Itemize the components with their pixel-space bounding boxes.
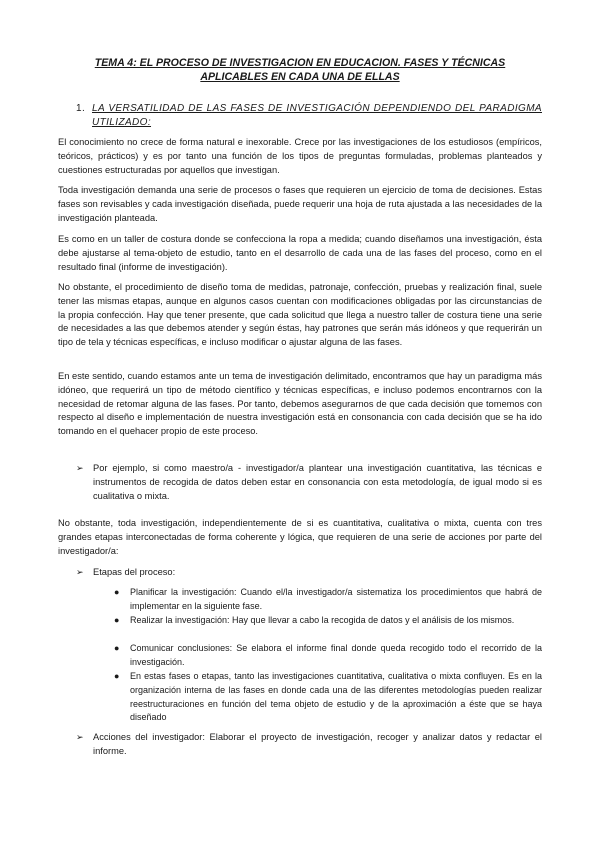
section-number: 1. [76, 103, 86, 114]
arrow-bullet-icon: ➢ [76, 567, 84, 577]
stage-item-comunicar [110, 642, 542, 670]
dot-bullet-icon: ● [114, 643, 120, 653]
stage-item-text: Realizar la investigación: Hay que llevar a cabo la recogida de datos y el análisis de los mismos. [130, 615, 515, 625]
paragraph-knowledge: El conocimiento no crece de forma natural e inexorable. Crece por las investigaciones de los estudiosos (empíricos, teóricos, prácticos) y es por tanto una función de los tipos de preguntas formuladas, problemas planteados y cuestiones estructuradas por aquellos que investigan. [58, 137, 542, 175]
dot-bullet-icon: ● [114, 587, 120, 597]
stages-bullet [76, 566, 542, 580]
stage-item-realizar [110, 614, 542, 628]
stages-label: Etapas del proceso: [93, 567, 176, 577]
paragraph-procedure: No obstante, el procedimiento de diseño toma de medidas, patronaje, confección, pruebas y realización final, suele tener las mismas etapas, aunque en algunos casos cuentan con modificaciones obligadas por las circunstancias de la propia confección. Hay que tener presente, que cada solicitud que llega a nuestro taller de costura tiene una serie de necesidades a las que debemos atender y según éstas, hay patrones que serán más idóneos y que requerirán un tipo de tela y técnicas específicas, e incluso modificar o ajustar alguna de las fases. [58, 282, 542, 348]
actions-bullet [76, 731, 542, 759]
dot-bullet-icon: ● [114, 671, 120, 681]
paragraph-sewing-workshop: Es como en un taller de costura donde se confecciona la ropa a medida; cuando diseñamos una investigación, ésta debe ajustarse al tema-objeto de estudio, tanto en el desarrollo de cada una de las fases del proceso, como en el resultado final (informe de investigación). [58, 234, 542, 272]
dot-bullet-icon: ● [114, 615, 120, 625]
stage-item-text: Planificar la investigación: Cuando el/la investigador/a sistematiza los procedimientos que habrá de implementar en la siguiente fase. [130, 587, 542, 611]
paragraph-in-this-sense: En este sentido, cuando estamos ante un tema de investigación delimitado, encontramos que hay un paradigma más idóneo, que requerirá un tipo de método científico y técnicas específicas, e incluso podemos encontrarnos con la necesidad de retomar alguna de las fases. Por tanto, debemos asegurarnos de que cada decisión que tomemos con respecto al diseño e implementación de nuestra investigación está en consonancia con cada decisión que se ha ido tomando en el quehacer propio de este proceso. [58, 371, 542, 437]
stage-item-text: En estas fases o etapas, tanto las investigaciones cuantitativa, cualitativa o mixta confluyen. Es en la organización interna de las fases en donde cada una de las diferentes metodologías pueden realizar reestructuraciones en función del tema objeto de estudio y de la aproximación a éste que se haya diseñado [130, 671, 542, 723]
stage-item-planificar [110, 586, 542, 614]
document-title: TEMA 4: EL PROCESO DE INVESTIGACION EN EDUCACION. FASES Y TÉCNICAS APLICABLES EN CADA UNA DE ELLAS [94, 57, 506, 83]
stage-item-confluyen [110, 670, 542, 725]
stage-item-text: Comunicar conclusiones: Se elabora el informe final donde queda recogido todo el recorrido de la investigación. [130, 643, 542, 667]
paragraph-three-stages: No obstante, toda investigación, independientemente de si es cuantitativa, cualitativa o mixta, cuenta con tres grandes etapas interconectadas de forma coherente y lógica, que requieren de una serie de acciones por parte del investigador/a: [58, 518, 542, 556]
actions-bullet-text: Acciones del investigador: Elaborar el proyecto de investigación, recoger y analizar datos y redactar el informe. [93, 732, 542, 756]
arrow-bullet-icon: ➢ [76, 732, 84, 742]
section-heading [76, 102, 542, 130]
arrow-bullet-icon: ➢ [76, 463, 84, 473]
example-bullet [76, 462, 542, 503]
section-heading-text: LA VERSATILIDAD DE LAS FASES DE INVESTIGACIÓN DEPENDIENDO DEL PARADIGMA UTILIZADO: [92, 103, 542, 128]
paragraph-phases: Toda investigación demanda una serie de procesos o fases que requieren un ejercicio de toma de decisiones. Estas fases son revisables y cada investigación diseñada, puede requerir una hoja de ruta ajustada a las necesidades de la investigación planteada. [58, 185, 542, 223]
example-bullet-text: Por ejemplo, si como maestro/a - investigador/a plantear una investigación cuantitativa, las técnicas e instrumentos de recogida de datos deben estar en consonancia con esta metodología, de igual modo si es cualitativa o mixta. [93, 463, 542, 501]
